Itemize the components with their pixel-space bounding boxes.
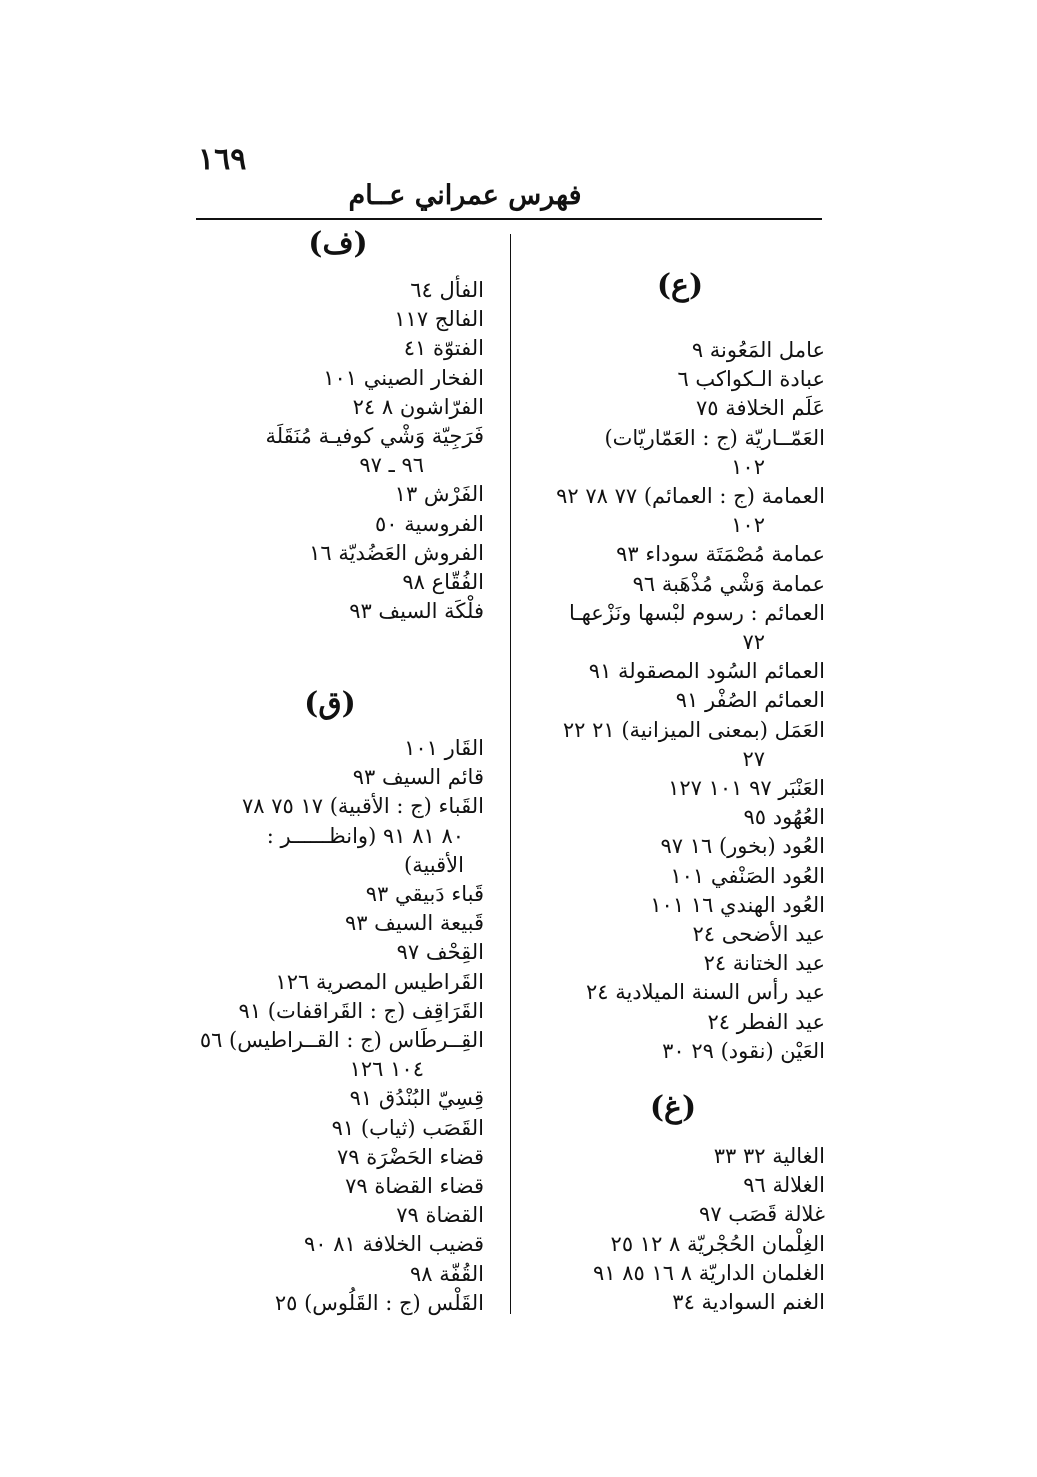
section-letter-ghain: (غ) — [649, 1090, 697, 1125]
index-entry-text: القِــرطَاس (ج : القــراطيس) ٥٦ — [199, 1028, 484, 1053]
index-entry: القِحْف ٩٧ — [396, 940, 484, 965]
index-entry: الفرّاشون ٨ ٢٤ — [352, 394, 484, 419]
index-entry: القَار ١٠١ — [404, 736, 484, 760]
index-entry: عمامة مُصْمَتَة سوداء ٩٣ — [616, 542, 825, 567]
index-entry: قِسِيّ البُنْدُق ٩١ — [349, 1086, 484, 1111]
index-entry: الغِلْمان الحُجْريّة ٨ ١٢ ٢٥ — [610, 1231, 825, 1256]
index-column-right-ain — [525, 336, 825, 1066]
index-entry-text: العَمَل (بمعنى الميزانية) ٢١ ٢٢ — [562, 717, 825, 742]
index-entry — [525, 599, 825, 657]
index-entry: الغنم السوادية ٣٤ — [672, 1290, 825, 1315]
index-entry: الفتوّة ٤١ — [403, 336, 484, 361]
section-letter-fa: (ف) — [308, 226, 368, 261]
index-entry-continuation: ٧٢ — [742, 630, 765, 655]
index-entry — [525, 424, 825, 482]
index-entry: العُهُود ٩٥ — [743, 805, 825, 830]
index-entry-continuation: الأقبية) — [404, 852, 464, 877]
index-entry: عمامة وَشْي مُذْهَبة ٩٦ — [632, 571, 825, 596]
index-entry: عامل المَعُونة ٩ — [691, 338, 825, 362]
index-entry: غلالة قَصَب ٩٧ — [699, 1202, 825, 1227]
index-entry-continuation: ١٠٤ ١٢٦ — [349, 1057, 424, 1082]
index-entry — [188, 1026, 484, 1084]
index-entry: القضاة ٧٩ — [396, 1203, 484, 1228]
index-entry — [525, 716, 825, 774]
index-entry: قائم السيف ٩٣ — [352, 765, 484, 790]
index-entry-continuation: ٢٧ — [742, 746, 765, 771]
index-entry-continuation: ١٠٢ — [731, 454, 765, 479]
section-letter-qaf: (ق) — [304, 686, 356, 721]
index-entry: الفخار الصيني ١٠١ — [323, 365, 484, 390]
index-entry: عيد الأضحى ٢٤ — [692, 922, 825, 947]
index-entry-text: القَباء (ج : الأقبية) ١٧ ٧٥ ٧٨ — [241, 794, 484, 819]
index-entry: القَرَاقِف (ج : القَراقفات) ٩١ — [238, 998, 484, 1023]
index-entry: العمائم الصُفْر ٩١ — [675, 688, 825, 713]
index-entry: قَبيعة السيف ٩٣ — [344, 911, 484, 936]
index-entry: الغلالة ٩٦ — [743, 1173, 825, 1198]
index-column-left-fa — [188, 276, 484, 626]
page-number: ١٦٩ — [198, 142, 247, 177]
index-entry: القَصَب (ثياب) ٩١ — [331, 1115, 484, 1140]
index-entry: الغلمان الداريّة ٨ ١٦ ٨٥ ٩١ — [593, 1260, 825, 1285]
index-entry: الفَرْش ١٣ — [394, 482, 484, 507]
index-entry: عيد رأس السنة الميلادية ٢٤ — [585, 980, 825, 1005]
index-entry: العَنْبَر ٩٧ ١٠١ ١٢٧ — [668, 776, 825, 801]
index-column-left-qaf — [188, 734, 484, 1318]
index-entry-text: العَمّــاريّة (ج : العَمّاريّات) — [604, 425, 825, 450]
index-entry: الفروسية ٥٠ — [374, 511, 484, 536]
index-entry: عيد الفطر ٢٤ — [707, 1009, 825, 1034]
section-letter-ain: (ع) — [656, 268, 704, 303]
index-entry — [188, 422, 484, 480]
index-entry: عبادة الـكواكب ٦ — [677, 367, 825, 392]
index-entry-text: فَرَجِيّة وَشْي كوفيـة مُنَقَلَة — [265, 424, 484, 449]
index-entry: الفأل ٦٤ — [410, 278, 484, 302]
index-entry: الفروش العَضُديّة ١٦ — [309, 540, 484, 565]
index-entry-text: العمامة (ج : العمائم) ٧٧ ٧٨ ٩٢ — [556, 484, 825, 509]
index-entry: فلْكَة السيف ٩٣ — [349, 599, 484, 624]
index-entry-continuation: ٨٠ ٨١ ٩١ (وانظــــــر : — [266, 823, 464, 848]
index-entry: العُود الهندي ١٦ ١٠١ — [650, 892, 825, 917]
index-entry: قضيب الخلافة ٨١ ٩٠ — [304, 1232, 484, 1257]
index-entry: قضاء الحَضْرَة ٧٩ — [336, 1144, 484, 1169]
index-entry: القَراطيس المصرية ١٢٦ — [275, 969, 484, 994]
index-entry: عيد الختانة ٢٤ — [703, 951, 825, 976]
index-entry-continuation: ٩٦ ـ ٩٧ — [359, 453, 424, 478]
index-entry: العُود الصَنْفي ١٠١ — [670, 863, 825, 888]
page-title: فهرس عمراني عــام — [348, 180, 582, 211]
index-entry: عَلَم الخلافة ٧٥ — [696, 396, 825, 421]
index-entry: القَلْس (ج : القَلُوس) ٢٥ — [274, 1290, 484, 1315]
index-entry-continuation: ١٠٢ — [731, 513, 765, 538]
column-divider — [510, 234, 511, 1314]
index-entry: العُود (بخور) ١٦ ٩٧ — [660, 834, 825, 859]
index-entry: العمائم السُود المصقولة ٩١ — [588, 659, 825, 684]
index-column-right-ghain — [525, 1142, 825, 1317]
index-entry: قَباء دَبيقي ٩٣ — [365, 882, 484, 907]
index-entry: الغالية ٣٢ ٣٣ — [713, 1144, 825, 1168]
index-entry — [188, 792, 484, 880]
title-rule — [196, 218, 822, 220]
index-entry: القُفّة ٩٨ — [410, 1261, 484, 1286]
index-entry: قضاء القضاة ٧٩ — [345, 1174, 484, 1199]
index-entry: العَيْن (نقود) ٢٩ ٣٠ — [662, 1038, 825, 1063]
index-entry — [525, 482, 825, 540]
index-entry-text: العمائم : رسوم لبْسها ونَزْعهـا — [569, 600, 825, 625]
index-entry: الفُقّاع ٩٨ — [402, 570, 484, 595]
index-entry: الفالج ١١٧ — [394, 307, 484, 332]
